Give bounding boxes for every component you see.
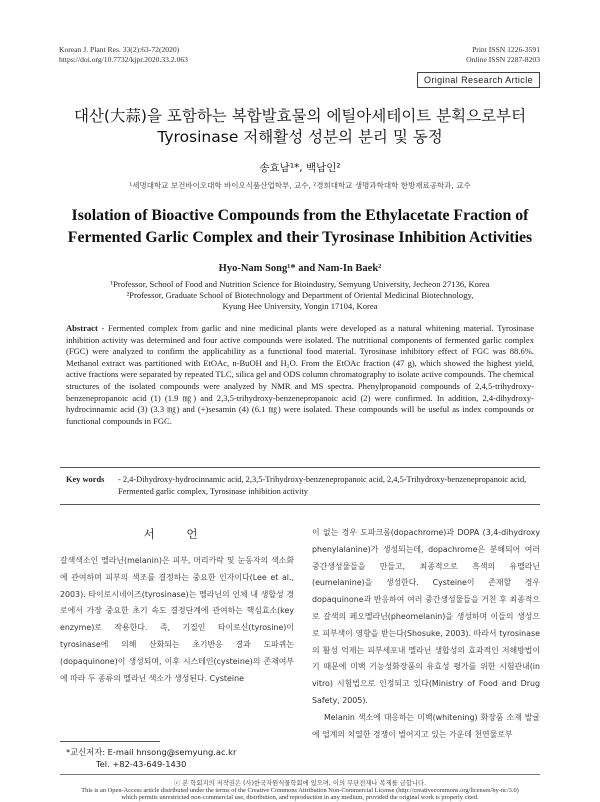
abstract-label: Abstract <box>66 323 98 333</box>
korean-affiliations: ¹세명대학교 보건바이오대학 바이오식품산업학부, 교수, ²경희대학교 생명과학대학 한방재료공학과, 교수 <box>129 181 471 190</box>
keywords-text: - 2,4-Dihydroxy-hydrocinnamic acid, 2,3,5-Trihydroxy-benzenepropanoic acid, 2,4,5-Trihydroxy-benzenepropanoic acid, Fermented garlic complex, Tyrosinase inhibition activity <box>118 475 527 496</box>
journal-header-left <box>59 45 188 65</box>
license-line-1: This is an Open-Access article distributed under the terms of the Creative Commons Attribution Non-Commercial License (http://creativecommons.org/licenses/by-nc/3.0) <box>81 787 519 794</box>
copyright-notice: ⓒ 본 학회지의 저작권은 (사)한국자원식물학회에 있으며, 이의 무단전재나 복제를 금합니다. <box>173 780 427 787</box>
correspondence <box>66 747 236 770</box>
abstract <box>66 323 534 427</box>
journal-header-right <box>466 45 540 65</box>
license-line-2: which permits unrestricted non-commercial use, distribution, and reproduction in any medium, provided the original work is properly cited. <box>121 794 479 801</box>
korean-authors: 송효남¹*, 백남인² <box>259 162 341 174</box>
english-title-line1: Isolation of Bioactive Compounds from the Ethylacetate Fraction of <box>71 207 529 224</box>
article-type-badge: Original Research Article <box>417 72 540 88</box>
correspondence-rule <box>60 741 160 742</box>
footer-rule <box>60 774 540 775</box>
korean-title-line1: 대산(大蒜)을 포함하는 복합발효물의 에틸아세테이트 분획으로부터 <box>73 107 527 125</box>
english-affiliation-3: Kyung Hee University, Yongin 17104, Korea <box>222 301 378 311</box>
print-issn: Print ISSN 1226-3591 <box>472 45 540 54</box>
english-authors: Hyo-Nam Song¹* and Nam-In Baek² <box>218 263 382 274</box>
correspondence-email: *교신저자: E-mail hnsong@semyung.ac.kr <box>66 747 237 757</box>
doi-link[interactable]: https://doi.org/10.7732/kjpr.2020.33.2.063 <box>59 55 188 64</box>
abstract-text: - Fermented complex from garlic and nine medicinal plants were developed as a natural whitening material. Tyrosinase inhibition activity was determined and four active compounds were isolated. The nutritional components of fermented garlic complex (FGC) were analyzed to confirm the applicability as a functional food material. Tyrosinase inhibitory effect of FGC was 88.6%. Methanol extract was partitioned with EtOAc, n-BuOH and H₂O. From the EtOAc fraction (47 g), which showed the highest yield, active fractions were separated by repeated TLC, silica gel and ODS column chromatography to isolate active compounds. The chemical structures of the isolated compounds were analyzed by NMR and MS spectra. Phenylpropanoid compounds of 2,4,5-trihydroxy-benzenepropanoic acid (1) (1.9 ㎎) and 2,3,5-trihydroxy-benzenepropanoic acid (2) were confirmed. In addition, 2,4-dihydroxy-hydrocinnamic acid (3) (3.3 ㎎) and (+)sesamin (4) (6.1 ㎎) were isolated. These compounds will be useful as index compounds or functional compounds in FGC. <box>66 323 534 426</box>
online-issn: Online ISSN 2287-8203 <box>466 55 540 64</box>
korean-title-line2: Tyrosinase 저해활성 성분의 분리 및 동정 <box>157 128 443 146</box>
intro-right-column <box>312 525 540 743</box>
keywords-label: Key words <box>66 475 105 484</box>
section-title-introduction: 서 언 <box>143 527 212 541</box>
english-affiliation-2: ²Professor, Graduate School of Biotechnology and Department of Oriental Medicinal Biotechnology, <box>126 290 474 300</box>
divider-top <box>60 467 540 468</box>
journal-citation: Korean J. Plant Res. 33(2):63-72(2020) <box>59 45 180 54</box>
correspondence-phone: Tel. +82-43-649-1430 <box>96 758 187 769</box>
intro-left-column: 갈색색소인 멜라닌(melanin)은 피부, 머리카락 및 눈동자의 색소화에 관여하며 피부의 색조를 결정하는 중요한 인자이다(Lee et al., 2003). 타이로시네이즈(tyrosinase)는 멜라닌의 인체 내 생합성 경로에서 가장 중요한 초기 속도 결정단계에 관여하는 핵심효소(key enzyme)로 작용한다. 즉, 기질인 타이로신(tyrosine)이 tyrosinase에 의해 산화되는 초기반응 결과 도파퀴논(dopaquinone)이 생성되며, 이후 시스테인(cysteine)의 존재여부에 따라 두 종류의 멜라닌 색소가 생성된다. Cysteine <box>60 556 294 683</box>
intro-right-paragraph-2: Melanin 색소에 대응하는 미백(whitening) 화장품 소재 발굴에 업계의 치열한 경쟁이 벌어지고 있는 가운데 천연물로부 <box>312 712 540 739</box>
intro-right-paragraph-1: 이 없는 경우 도파크롬(dopachrome)과 DOPA (3,4-dihydroxy phenylalanine)가 생성되는데, dopachrome은 분해되어 여러 중간생성물들을 만들고, 최종적으로 흑색의 유멜라닌(eumelanine)을 생성한다. Cysteine이 존재할 경우 dopaquinone과 반응하여 여러 중간생성물들을 거친 후 최종적으로 갈색의 페오멜라닌(pheomelanin)을 생성하며 이들의 생성으로 피부색이 영향을 받는다(Shosuke, 2003). 따라서 tyrosinase의 활성 억제는 피부세포내 멜라닌 생합성의 효과적인 저해방법이기 때문에 미백 기능성화장품의 유효성 평가를 위한 시험관내(in vitro) 시험법으로 인정되고 있다(Ministry of Food and Drug Safety, 2005). <box>312 528 540 705</box>
english-affiliation-1: ¹Professor, School of Food and Nutrition Science for Bioindustry, Semyung University, Jecheon 27136, Korea <box>110 279 490 289</box>
divider-bottom <box>60 504 540 505</box>
english-title-line2: Fermented Garlic Complex and their Tyrosinase Inhibition Activities <box>67 229 533 246</box>
